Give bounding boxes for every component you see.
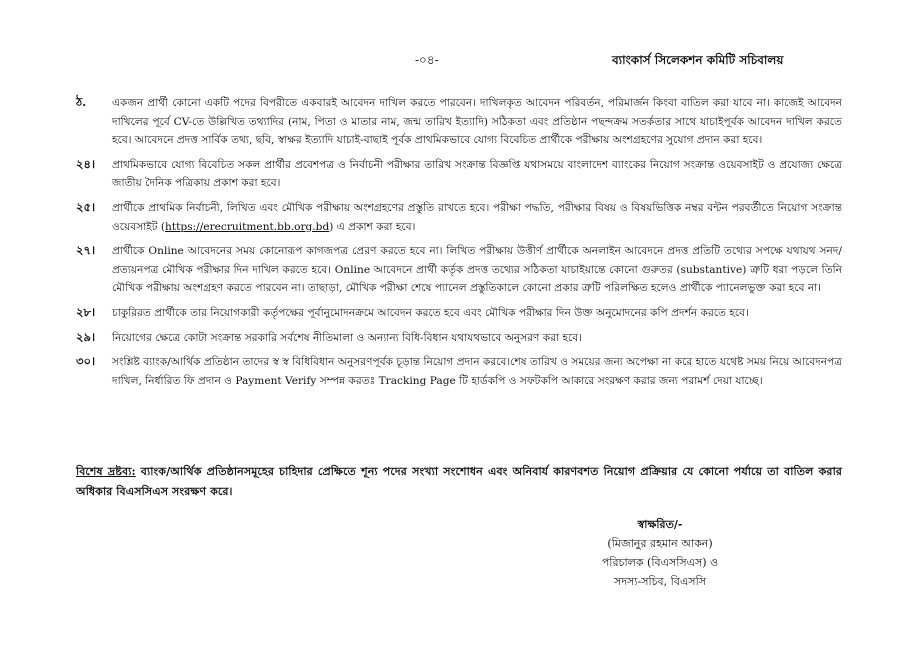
signature-block [560, 515, 760, 591]
list-item [0, 304, 900, 323]
item-number: ২৯। [76, 329, 96, 344]
item-text: প্রার্থীকে Online আবেদনের সময় কোনোরূপ কাগজপত্র প্রেরণ করতে হবে না। লিখিত পরীক্ষায় উত্তীর্ণ প্রার্থীকে অনলাইন আবেদনে প্রদত্ত প্রতিটি তথ্যের সপক্ষে যথাযথ সনদ/প্রত্যয়নপত্র মৌখিক পরীক্ষার দিন দাখিল করতে হবে। Online আবেদনে প্রার্থী কর্তৃক প্রদত্ত তথ্যের সঠিকতা যাচাইয়ান্তে কোনো গুরুতর (substantive) ত্রুটি ধরা পড়লে তিনি মৌখিক পরীক্ষায় অংশগ্রহণ করতে পারবেন না। তাছাড়া, মৌখিক পরীক্ষা শেষে প্যানেল প্রস্তুতিকালে কোনো প্রকার ত্রুটি পরিলক্ষিত হলেও প্রার্থীকে প্যানেলভুক্ত করা হবে না। [112, 245, 842, 295]
page-number: -০৪- [415, 53, 439, 67]
page-header [0, 52, 900, 72]
list-item [0, 353, 900, 390]
item-text: চাকুরিরত প্রার্থীকে তার নিয়োগকারী কর্তৃপক্ষের পূর্বানুমোদনক্রমে আবেদন করতে হবে এবং মৌখিক পরীক্ষার দিন উক্ত অনুমোদনের কপি প্রদর্শন করতে হবে। [112, 306, 749, 319]
special-note [76, 461, 842, 501]
recruitment-website-link[interactable]: https://erecruitment.bb.org.bd [165, 220, 330, 233]
item-text [112, 199, 842, 236]
item-text-before-link: প্রার্থীকে প্রাথমিক নির্বাচনী, লিখিত এবং মৌখিক পরীক্ষায় অংশগ্রহণের প্রস্তুতি রাখতে হবে। পরীক্ষা পদ্ধতি, পরীক্ষার বিষয় ও বিষয়ভিত্তিক নম্বর বন্টন পরবর্তীতে নিয়োগ সংক্রান্ত ওয়েবসাইট ( [112, 201, 842, 233]
instruction-list [0, 94, 900, 396]
special-note-text: ব্যাংক/আর্থিক প্রতিষ্ঠানসমূহের চাহিদার প্রেক্ষিতে শূন্য পদের সংখ্যা সংশোধন এবং অনিবার্য কারণবশত নিয়োগ প্রক্রিয়ার যে কোনো পর্যায়ে তা বাতিল করার অধিকার বিএসসিএস সংরক্ষণ করে। [76, 464, 842, 498]
signatory-designation: পরিচালক (বিএসসিএস) ও [601, 556, 719, 569]
signatory-designation: সদস্য-সচিব, বিএসসি [613, 575, 706, 588]
item-text: প্রাথমিকভাবে যোগ্য বিবেচিত সকল প্রার্থীর প্রবেশপত্র ও নির্বাচনী পরীক্ষার তারিখ সংক্রান্ত বিজ্ঞপ্তি যথাসময়ে বাংলাদেশ ব্যাংকের নিয়োগ সংক্রান্ত ওয়েবসাইট ও প্রযোজ্য ক্ষেত্রে জাতীয় দৈনিক পত্রিকায় প্রকাশ করা হবে। [112, 158, 842, 190]
item-text: সংশ্লিষ্ট ব্যাংক/আর্থিক প্রতিষ্ঠান তাদের স্ব স্ব বিধিবিধান অনুসরণপূর্বক চূড়ান্ত নিয়োগ প্রদান করবে।শেষ তারিখ ও সময়ের জন্য অপেক্ষা না করে হাতে যথেষ্ট সময় নিয়ে আবেদনপত্র দাখিল, নির্ধারিত ফি প্রদান ও Payment Verify সম্পন্ন করতঃ Tracking Page টি হার্ডকপি ও সফটকপি আকারে সংরক্ষণ করার জন্য পরামর্শ দেয়া যাচ্ছে। [112, 356, 842, 387]
list-item [0, 156, 900, 193]
item-number: ২৮। [76, 304, 96, 319]
list-item [0, 199, 900, 236]
item-number: ঠ. [76, 95, 87, 109]
item-number: ২৪। [76, 156, 96, 171]
special-note-label: বিশেষ দ্রষ্টব্য: [76, 464, 136, 478]
item-number: ২৫। [76, 199, 96, 214]
signatory-name: (মিজানুর রহমান আকন) [607, 537, 713, 550]
item-number: ২৭। [76, 243, 96, 258]
item-text-after-link: ) এ প্রকাশ করা হবে। [329, 220, 416, 233]
list-item [0, 242, 900, 298]
running-title: ব্যাংকার্স সিলেকশন কমিটি সচিবালয় [612, 53, 784, 67]
list-item [0, 329, 900, 348]
item-number: ৩০। [76, 354, 96, 369]
signed-label: স্বাক্ষরিত/- [637, 518, 683, 531]
item-text: একজন প্রার্থী কোনো একটি পদের বিপরীতে একবারই আবেদন দাখিল করতে পারবেন। দাখিলকৃত আবেদন পরিবর্তন, পরিমার্জন কিংবা বাতিল করা যাবে না। কাজেই আবেদন দাখিলের পূর্বে CV-তে উল্লিখিত তথ্যাদির (নাম, পিতা ও মাতার নাম, জন্ম তারিখ ইত্যাদি) সঠিকতা এবং প্রতিষ্ঠান পছন্দক্রম সতর্কতার সাথে যাচাইপূর্বক আবেদন দাখিল করতে হবে। আবেদনে প্রদত্ত সার্বিক তথ্য, ছবি, স্বাক্ষর ইত্যাদি যাচাই-বাছাই পূর্বক প্রাথমিকভাবে যোগ্য বিবেচিত প্রার্থীকে পরীক্ষায় অংশগ্রহণের সুযোগ প্রদান করা হবে। [112, 97, 842, 147]
list-item [0, 94, 900, 150]
item-text: নিয়োগের ক্ষেত্রে কোটা সংক্রান্ত সরকারি সর্বশেষ নীতিমালা ও অন্যান্য বিধি-বিধান যথাযথভাবে অনুসরণ করা হবে। [112, 331, 582, 344]
